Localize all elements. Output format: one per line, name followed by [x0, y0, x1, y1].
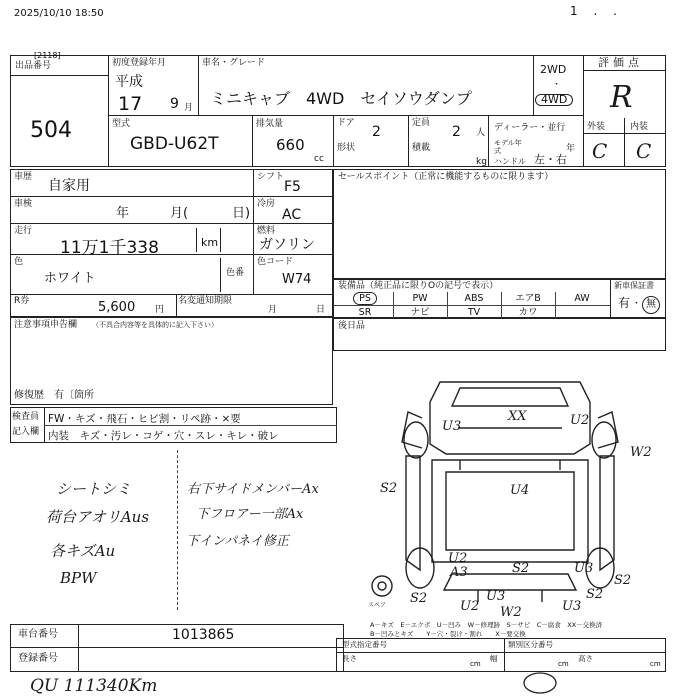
first-reg-era: 平成 [115, 74, 143, 90]
lot-label: 出品番号 [15, 61, 52, 71]
dim-width-label: 幅 [490, 654, 498, 663]
mileage-unit: km [201, 236, 219, 249]
inspector-label-1: 検査員 [12, 412, 40, 422]
hand-note-right-1: 右下サイドメンバーAx [187, 482, 319, 497]
header-corner-text: 1 . . [570, 4, 623, 18]
ac-value: AC [282, 207, 302, 223]
equipment-label: 装備品（純正品に限りOの記号で表示） [338, 281, 499, 291]
first-reg-label: 初度登録年月 [112, 58, 167, 68]
capacity-unit: 人 [476, 128, 486, 138]
equipment-ps: PS [341, 293, 389, 304]
color-label: 色 [14, 257, 24, 267]
model-year-label: モデル年式 [494, 139, 522, 155]
bed-outline [432, 460, 588, 562]
inspection-label: 車検 [14, 199, 33, 209]
equipment-aw: AW [574, 293, 590, 304]
capacity-value: 2 [452, 124, 461, 140]
equipment-pw: PW [412, 293, 428, 304]
legend-row-2: B－凹みとキズ Y－穴・裂け・割れ X－要交換 [370, 630, 526, 638]
damage-diagram [362, 362, 666, 620]
inspector-row-2: 内装 キズ・汚レ・コゲ・穴・スレ・キレ・破レ [48, 430, 279, 442]
footer-mark [520, 670, 560, 696]
displacement-label: 排気量 [256, 119, 284, 129]
steering-value: 左・右 [534, 153, 567, 166]
inspection-month: 月( [170, 206, 189, 221]
left-mirror [402, 412, 422, 448]
usage-label: 車歴 [14, 172, 33, 182]
spare-label: スペア [368, 602, 387, 609]
drive-2wd: 2WD [540, 63, 567, 76]
first-reg-year: 17 [118, 93, 143, 115]
color-no-label: 色番 [226, 268, 245, 278]
equipment-leather: カワ [518, 307, 538, 318]
dim-length-unit: cm [470, 660, 481, 668]
warranty-label: 新車保証書 [614, 281, 654, 290]
ac-label: 冷房 [257, 199, 276, 209]
hand-note-left-3: 各キズAu [50, 542, 116, 560]
spare-tire-hub [378, 582, 386, 590]
tax-unit: 円 [155, 305, 165, 315]
notes-sub: （不具合内容等を具体的に記入下さい） [92, 321, 218, 329]
mileage-value: 11万1千338 [60, 238, 159, 258]
type-spec-label: 型式指定番号 [342, 640, 387, 649]
first-reg-month: 9 [170, 96, 179, 112]
mark-front-left-u3: U3 [442, 419, 462, 434]
grade-exterior: C [592, 139, 608, 163]
dim-height-label: 高さ [578, 654, 593, 663]
grade-value: R [610, 80, 633, 115]
displacement-value: 660 [276, 136, 305, 154]
drive-dot: ・ [552, 80, 562, 90]
usage-value: 自家用 [48, 178, 90, 194]
spare-tire [372, 576, 392, 596]
equipment-tv: TV [467, 307, 481, 318]
mark-bed-u4: U4 [510, 483, 530, 498]
left-side-panel [406, 456, 420, 570]
mileage-label: 走行 [14, 226, 33, 236]
drive-4wd: 4WD [535, 94, 573, 106]
wheel-front-right [592, 422, 616, 458]
grade-label: 評価点 [598, 56, 643, 69]
chassis-value: 1013865 [172, 627, 235, 643]
after-fit-block [333, 318, 666, 351]
hand-note-right-2: 下フロアー一部Ax [196, 507, 304, 522]
model-name-value: ミニキャブ 4WD セイソウダンプ [210, 89, 472, 108]
right-mirror [598, 412, 618, 448]
right-side-panel [600, 456, 614, 570]
mark-rear-left-s2: S2 [410, 591, 428, 606]
mark-bumper-u3: U3 [562, 599, 582, 614]
bed-hinges [460, 460, 560, 470]
class-label: 類別区分番号 [508, 640, 553, 649]
inspector-label-2: 記入欄 [12, 427, 40, 437]
mark-roof-xx: XX [508, 409, 527, 424]
load-label: 積載 [412, 143, 431, 153]
legend-row-1: A－キズ E－エクボ U－凹み W－修理跡 S－サビ C－腐食 XX－交換済 [370, 621, 603, 629]
notes-label: 注意事項申告欄 [14, 320, 78, 330]
steering-label: ハンドル [494, 157, 526, 166]
inspection-day: 日) [232, 206, 251, 221]
equipment-sr: SR [358, 307, 372, 318]
notice-label: 名変通知期限 [178, 296, 233, 306]
timestamp: 2025/10/10 18:50 [14, 8, 104, 19]
model-type-value: GBD-U62T [130, 134, 219, 154]
mark-rear-right-u3: U3 [574, 561, 594, 576]
dim-length-label: 長さ [342, 654, 357, 663]
hand-note-left-4: BPW [60, 569, 97, 587]
notice-month: 月 [268, 305, 278, 315]
grade-interior: C [636, 139, 652, 163]
warranty-dot: ・ [632, 299, 642, 309]
tax-label: R券 [14, 296, 30, 306]
model-year-unit: 年 [566, 144, 576, 154]
chassis-label: 車台番号 [18, 629, 58, 640]
shift-label: シフト [257, 172, 285, 182]
mark-bumper-u2: U2 [460, 599, 480, 614]
fuel-value: ガソリン [259, 237, 315, 253]
mark-bumper-right-s2: S2 [586, 587, 604, 602]
shape-label: 形状 [337, 143, 356, 153]
after-fit-label: 後日品 [338, 321, 366, 331]
model-name-label: 車名・グレード [202, 58, 266, 68]
capacity-label: 定員 [412, 118, 431, 128]
wheel-front-left [404, 422, 428, 458]
model-type-label: 型式 [112, 119, 131, 129]
mark-rear-left-a3: A3 [450, 565, 468, 580]
mark-rear-s2: S2 [512, 561, 530, 576]
lot-code: [2118] [34, 51, 61, 60]
color-code-label: 色コード [257, 257, 294, 267]
doors-value: 2 [372, 124, 381, 140]
hand-note-right-3: 下インパネイ修正 [186, 534, 289, 549]
mark-left-side-s2: S2 [380, 481, 398, 496]
fuel-label: 燃料 [257, 226, 276, 236]
inspector-row-1: FW・キズ・飛石・ヒビ割・リペ跡・×要 [48, 413, 241, 425]
mark-rear-right-s2: S2 [614, 573, 632, 588]
mark-bumper-w2: W2 [500, 605, 522, 620]
notice-day: 日 [316, 305, 326, 315]
equipment-airbag: エアB [515, 293, 541, 304]
lot-number: 504 [30, 118, 72, 143]
mark-right-mirror-w2: W2 [630, 445, 652, 460]
footer-handwriting: QU 111340Km [30, 676, 158, 696]
equipment-navi: ナビ [410, 307, 430, 318]
sales-point-block [333, 169, 666, 279]
first-reg-month-unit: 月 [184, 103, 194, 113]
dealer-label: ディーラー・並行 [494, 123, 566, 133]
dim-width-unit: cm [558, 660, 569, 668]
warranty-yes: 有 [618, 296, 631, 310]
load-unit: kg [476, 157, 487, 167]
mark-rear-left-u2: U2 [448, 551, 468, 566]
sales-point-label: セールスポイント（正常に機能するものに限ります） [338, 172, 554, 182]
shift-value: F5 [284, 179, 301, 195]
displacement-unit: cc [314, 154, 324, 164]
warranty-no: 無 [642, 296, 660, 314]
grade-exterior-label: 外装 [587, 122, 606, 132]
hand-note-left-1: シートシミ [56, 480, 132, 498]
dim-height-unit: cm [650, 660, 661, 668]
mark-cab-right-u2: U2 [570, 413, 590, 428]
repair-history: 修復歴 有〔箇所 [14, 390, 94, 401]
windshield [452, 388, 568, 406]
grade-interior-label: 内装 [630, 122, 649, 132]
doors-label: ドア [337, 118, 355, 128]
color-value: ホワイト [44, 271, 96, 286]
equipment-abs: ABS [464, 293, 484, 304]
registration-label: 登録番号 [18, 653, 58, 664]
hand-note-left-2: 荷台アオリAus [46, 508, 150, 526]
color-code-value: W74 [282, 272, 312, 287]
tax-value: 5,600 [98, 300, 136, 315]
inspection-year: 年 [116, 206, 130, 221]
mark-bumper-center-u3: U3 [486, 589, 506, 604]
